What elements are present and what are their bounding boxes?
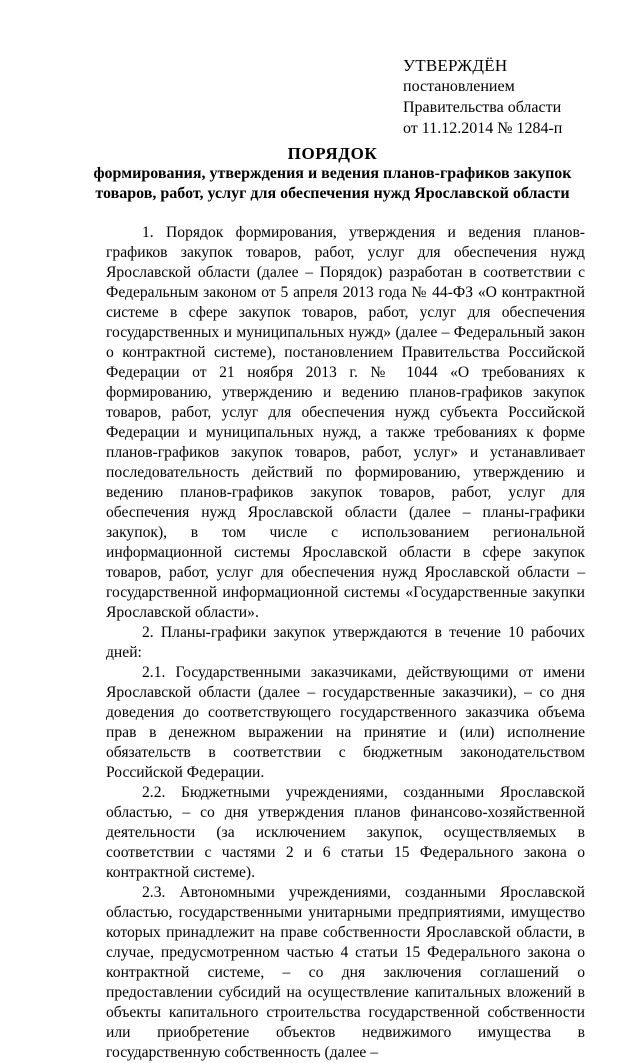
paragraph-1: 1. Порядок формирования, утверждения и ведения планов-графиков закупок товаров, работ, услуг для обеспечения нужд Ярославской области (далее – Порядок) разработан в соответствии с Федеральным законом от 5 апреля 2013 года № 44-ФЗ «О контрактной системе в сфере закупок товаров, работ, услуг для обеспечения государственных и муниципальных нужд» (далее – Федеральный закон о контрактной системе), постановлением Правительства Российской Федерации от 21 ноября 2013 г. № 1044 «О требованиях к формированию, утверждению и ведению планов-графиков закупок товаров, работ, услуг для обеспечения нужд субъекта Российской Федерации и муниципальных нужд, а также требованиях к форме планов-графиков закупок товаров, работ, услуг» и устанавливает последовательность действий по формированию, утверждению и ведению планов-графиков закупок товаров, работ, услуг для обеспечения нужд Ярославской области (далее – планы-графики закупок), в том числе с использованием региональной информационной системы Ярославской области в сфере закупок товаров, работ, услуг для обеспечения нужд Ярославской области – государственной информационной системы «Государственные закупки Ярославской области». — [106, 224, 585, 621]
approval-line: Правительства области — [403, 99, 562, 116]
approval-heading: УТВЕРЖДЁН — [403, 56, 508, 75]
document-subtitle-line: формирования, утверждения и ведения планов-графиков закупок — [93, 165, 572, 182]
document-title: ПОРЯДОК — [287, 144, 378, 163]
approval-line: от 11.12.2014 № 1284-п — [403, 120, 563, 137]
paragraph-2: 2. Планы-графики закупок утверждаются в течение 10 рабочих дней: — [106, 624, 585, 661]
paragraph-2-2: 2.2. Бюджетными учреждениями, созданными Ярославской областью, – со дня утверждения планов финансово-хозяйственной деятельности (за исключением закупок, осуществляемых в соответствии с частями 2 и 6 статьи 15 Федерального закона о контрактной системе). — [106, 784, 585, 881]
paragraph-2-3: 2.3. Автономными учреждениями, созданными Ярославской областью, государственными унитарными предприятиями, имущество которых принадлежит на праве собственности Ярославской области, в случае, предусмотренном частью 4 статьи 15 Федерального закона о контрактной системе, – со дня заключения соглашений о предоставлении субсидий на осуществление капитальных вложений в объекты капитального строительства государственной собственности или приобретение объектов недвижимого имущества в государственную собственность (далее – — [106, 884, 585, 1061]
approval-line: постановлением — [403, 78, 515, 95]
document-title-block — [80, 144, 585, 204]
paragraph-2-1: 2.1. Государственными заказчиками, действующими от имени Ярославской области (далее – государственные заказчики), – со дня доведения до соответствующего государственного заказчика объема прав в денежном выражении на принятие и (или) исполнение обязательств в соответствии с бюджетным законодательством Российской Федерации. — [106, 664, 585, 781]
approval-stamp — [403, 55, 562, 139]
document-body — [106, 223, 585, 1063]
document-subtitle-line: товаров, работ, услуг для обеспечения нужд Ярославской области — [95, 185, 570, 202]
